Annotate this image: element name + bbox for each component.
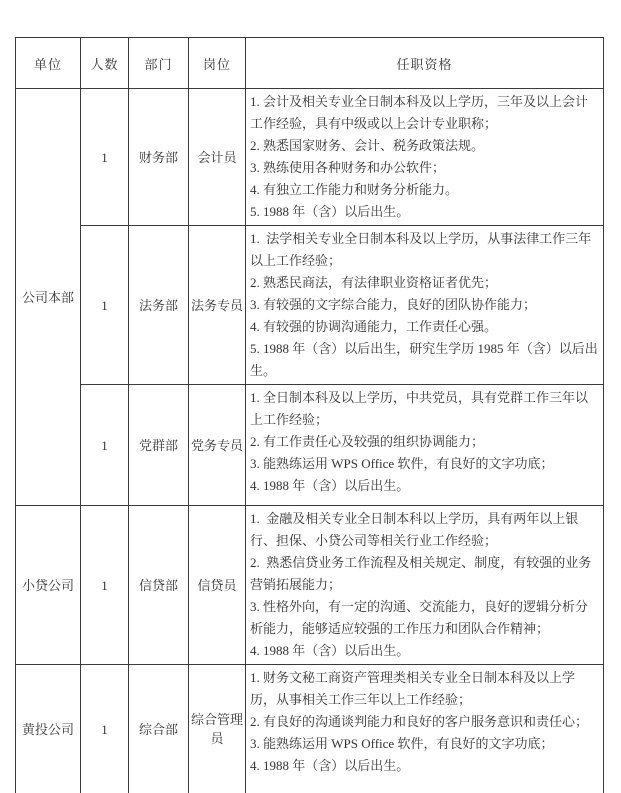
table-row-accountant — [16, 89, 604, 226]
position-cell: 法务专员 — [189, 226, 246, 385]
qual-line: 1. 法学相关专业全日制本科及以上学历，从事法律工作三年以上工作经验； — [250, 231, 592, 268]
recruitment-table — [15, 37, 604, 793]
header-unit: 单位 — [16, 38, 81, 89]
position-cell: 党务专员 — [189, 385, 246, 506]
qual-line: 3. 有较强的文字综合能力，良好的团队协作能力； — [250, 297, 537, 312]
header-count: 人数 — [81, 38, 129, 89]
qual-line: 4. 有较强的协调沟通能力，工作责任心强。 — [250, 319, 498, 334]
qualifications-cell — [246, 506, 604, 665]
qual-line: 2. 熟悉信贷业务工作流程及相关规定、制度，有较强的业务营销拓展能力； — [250, 555, 592, 592]
qual-line: 4. 1988 年（含）以后出生。 — [250, 758, 410, 773]
unit-cell-headquarters: 公司本部 — [16, 89, 81, 506]
header-dept: 部门 — [129, 38, 189, 89]
table-row-legal — [16, 226, 604, 385]
qual-line: 2. 有工作责任心及较强的组织协调能力； — [250, 434, 485, 449]
unit-cell-huangtou: 黄投公司 — [16, 665, 81, 793]
dept-cell: 综合部 — [129, 665, 189, 793]
header-position: 岗位 — [189, 38, 246, 89]
qual-line: 1. 全日制本科及以上学历，中共党员，具有党群工作三年以上工作经验； — [250, 390, 589, 427]
qual-line: 3. 熟练使用各种财务和办公软件； — [250, 160, 446, 175]
qual-line: 5. 1988 年（含）以后出生。 — [250, 204, 410, 219]
qual-line: 4. 有独立工作能力和财务分析能力。 — [250, 182, 459, 197]
count-cell: 1 — [81, 665, 129, 793]
qual-line: 1. 会计及相关专业全日制本科及以上学历，三年及以上会计工作经验，具有中级或以上会计专业职称； — [250, 94, 589, 131]
table-row-credit — [16, 506, 604, 665]
qual-line: 3. 能熟练运用 WPS Office 软件，有良好的文字功底； — [250, 456, 554, 471]
qual-line: 1. 财务文秘工商资产管理类相关专业全日制本科及以上学历，从事相关工作三年以上工作经验； — [250, 670, 576, 707]
qualifications-cell — [246, 665, 604, 793]
qualifications-cell — [246, 385, 604, 506]
qual-line: 3. 能熟练运用 WPS Office 软件，有良好的文字功底； — [250, 736, 554, 751]
dept-cell: 法务部 — [129, 226, 189, 385]
position-cell: 综合管理员 — [189, 665, 246, 793]
table-row-admin — [16, 665, 604, 793]
qual-line: 1. 金融及相关专业全日制本科以上学历，具有两年以上银行、担保、小贷公司等相关行业工作经验； — [250, 511, 579, 548]
position-cell: 信贷员 — [189, 506, 246, 665]
qual-line: 2. 熟悉国家财务、会计、税务政策法规。 — [250, 138, 485, 153]
table-row-party — [16, 385, 604, 506]
position-cell: 会计员 — [189, 89, 246, 226]
dept-cell: 信贷部 — [129, 506, 189, 665]
count-cell: 1 — [81, 385, 129, 506]
unit-cell-microloan: 小贷公司 — [16, 506, 81, 665]
qual-line: 2. 有良好的沟通谈判能力和良好的客户服务意识和责任心； — [250, 714, 589, 729]
qualifications-cell — [246, 226, 604, 385]
qual-line: 3. 性格外向，有一定的沟通、交流能力，良好的逻辑分析分析能力，能够适应较强的工作压力和团队合作精神； — [250, 599, 589, 636]
count-cell: 1 — [81, 89, 129, 226]
qual-line: 2. 熟悉民商法，有法律职业资格证者优先； — [250, 275, 498, 290]
count-cell: 1 — [81, 506, 129, 665]
header-row — [16, 38, 604, 89]
qual-line: 5. 1988 年（含）以后出生，研究生学历 1985 年（含）以后出生。 — [250, 341, 598, 378]
count-cell: 1 — [81, 226, 129, 385]
dept-cell: 财务部 — [129, 89, 189, 226]
header-qualifications: 任职资格 — [246, 38, 604, 89]
qualifications-cell — [246, 89, 604, 226]
dept-cell: 党群部 — [129, 385, 189, 506]
qual-line: 4. 1988 年（含）以后出生。 — [250, 478, 410, 493]
qual-line: 4. 1988 年（含）以后出生。 — [250, 643, 410, 658]
